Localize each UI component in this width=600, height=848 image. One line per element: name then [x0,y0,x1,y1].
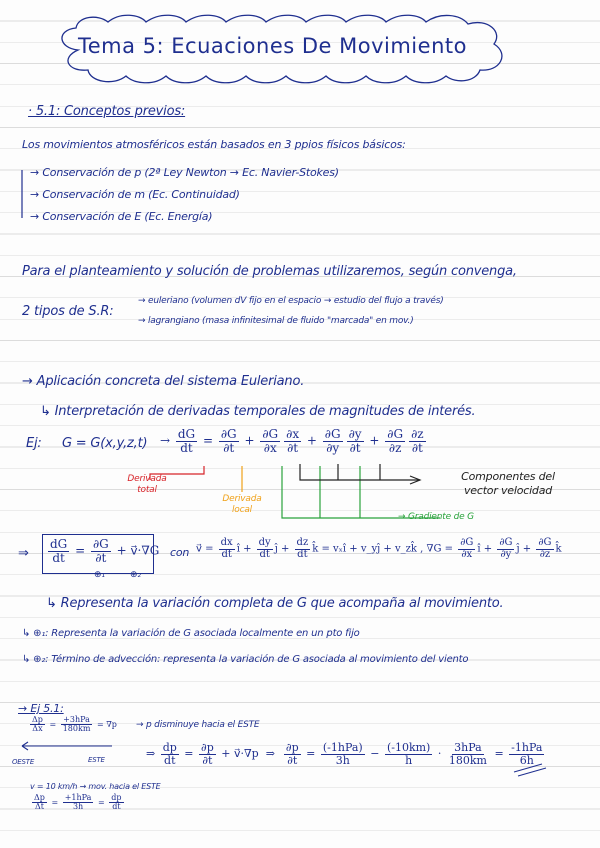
velocity-definition: v⃗ = $\frac{dx}{dt}$ î + $\frac{dy}{dt}$ ĵ + $\frac{dz}{dt}$ k̂ = vₓî + v_yĵ + v_zk̂ , ∇G = $\frac{\partial G}{\partial x}$ î + $\frac{\partial G}{\partial y}$ ĵ + $\frac{\partial G}{\partial z}$ k̂ [196,537,562,560]
local-derivative-label: Derivada local [222,494,262,515]
material-derivative-expansion: → $\frac{dG}{dt}$ = $\frac{\partial G}{\partial t}$ + $\frac{\partial G}{\partial x}$ $\frac{\partial x}{\partial t}$ + $\frac{\partial G}{\partial y}$ $\frac{\partial y}{\partial t}$ + $\frac{\partial G}{\partial z}$ $\frac{\partial z}{\partial t}$ [160,427,424,455]
gradient-label: → Gradiente de G [398,512,474,522]
implies-arrow: ⇒ [18,546,29,561]
marker-2: ⊕₂ [130,570,141,580]
total-derivative-label: Derivada total [127,474,167,495]
application-heading: → Aplicación concreta del sistema Euleriano. [22,374,305,389]
marker-1: ⊕₁ [94,570,105,580]
principle-item: → Conservación de m (Ec. Continuidad) [30,188,240,201]
velocity-components-label: Componentes del vector velocidad [461,470,555,497]
summary-line: ↳ Representa la variación completa de G que acompaña al movimiento. [46,596,504,611]
intro-text: Los movimientos atmosféricos están basados en 3 ppios físicos básicos: [22,138,406,151]
interpretation-line: ↳ Interpretación de derivadas temporales de magnitudes de interés. [40,404,476,419]
lagrangian-line: → lagrangiano (masa infinitesimal de fluido "marcada" en mov.) [138,316,414,326]
pressure-gradient: $\frac{\Delta p}{\Delta x}$ = $\frac{\text{+3hPa}}{180km}$ = ∇p [32,715,117,734]
page-title: Tema 5: Ecuaciones De Movimiento [78,34,467,58]
g-definition: G = G(x,y,z,t) [62,436,148,451]
exercise-heading: → Ej 5.1: [18,702,64,715]
oeste-label: OESTE [12,758,35,766]
principle-item: → Conservación de p (2ª Ley Newton → Ec. Navier-Stokes) [30,166,339,179]
gradient-note: → p disminuye hacia el ESTE [136,720,260,730]
example-label: Ej: [26,436,42,451]
local-change: $\frac{\Delta p}{\Delta t}$ = $\frac{\text{+1hPa}}{3h}$ = $\frac{dp}{dt}$ [34,793,122,812]
reference-label: 2 tipos de S.R: [22,304,114,319]
term2-line: ↳ ⊕₂: Término de advección: representa la variación de G asociada al movimiento del viento [22,654,469,665]
wind-note: v = 10 km/h → mov. hacia el ESTE [30,782,161,791]
boxed-equation: $\frac{dG}{dt}$ = $\frac{\partial G}{\partial t}$ + v⃗·∇G [50,537,160,565]
reference-line: Para el planteamiento y solución de problemas utilizaremos, según convenga, [22,264,517,279]
section-heading: · 5.1: Conceptos previos: [28,104,186,119]
advection-equation: ⇒ $\frac{dp}{dt}$ = $\frac{\partial p}{\partial t}$ + v⃗·∇p ⇒ $\frac{\partial p}{\partial t}$ = $\frac{\text{(-1hPa)}}{3h}$ − $\frac{(-10km)}{h}$ · $\frac{\text{3hPa}}{180km}$ = $\frac{\text{-1hPa}}{6h}$ [146,741,543,767]
term1-line: ↳ ⊕₁: Representa la variación de G asociada localmente en un pto fijo [22,628,360,639]
with-label: con [170,546,190,559]
eulerian-line: → euleriano (volumen dV fijo en el espacio → estudio del flujo a través) [138,296,444,306]
este-label: ESTE [88,756,105,764]
principle-item: → Conservación de E (Ec. Energía) [30,210,213,223]
